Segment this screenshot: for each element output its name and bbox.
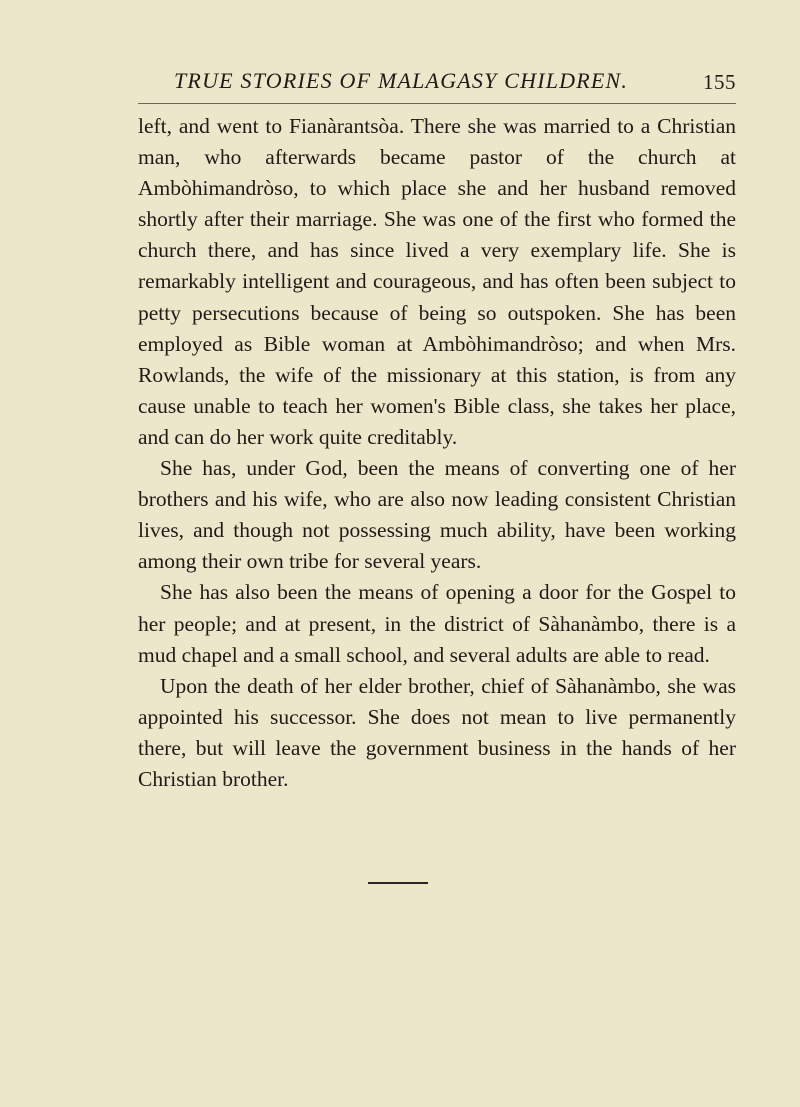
running-head [118,68,736,102]
body-text [138,111,736,795]
section-end-rule [368,882,428,884]
running-title: TRUE STORIES OF MALAGASY CHILDREN. [174,68,629,93]
paragraph-1: left, and went to Fianàrantsòa. There she was married to a Christian man, who afterwards became pastor of the church at Ambòhimandròso, to which place she and her husband removed shortly after their marriage. She was one of the first who formed the church there, and has since lived a very exemplary life. She is remarkably intelligent and courageous, and has often been subject to petty persecutions because of being so outspoken. She has been employed as Bible woman at Ambòhimandròso; and when Mrs. Rowlands, the wife of the missionary at this station, is from any cause unable to teach her women's Bible class, she takes her place, and can do her work quite creditably. [138,114,736,449]
header-rule [138,103,736,104]
paragraph-3: She has also been the means of opening a door for the Gospel to her people; and at present, in the district of Sàhanàmbo, there is a mud chapel and a small school, and several adults are able to read. [138,580,736,667]
page-number: 155 [703,70,736,94]
paragraph-4: Upon the death of her elder brother, chief of Sàhanàmbo, she was appointed his successor. She does not mean to live permanently there, but will leave the government business in the hands of her Christian brother. [138,673,736,791]
paragraph-2: She has, under God, been the means of converting one of her brothers and his wife, who are also now leading consistent Christian lives, and though not possessing much ability, have been working among their own tribe for several years. [138,456,736,574]
